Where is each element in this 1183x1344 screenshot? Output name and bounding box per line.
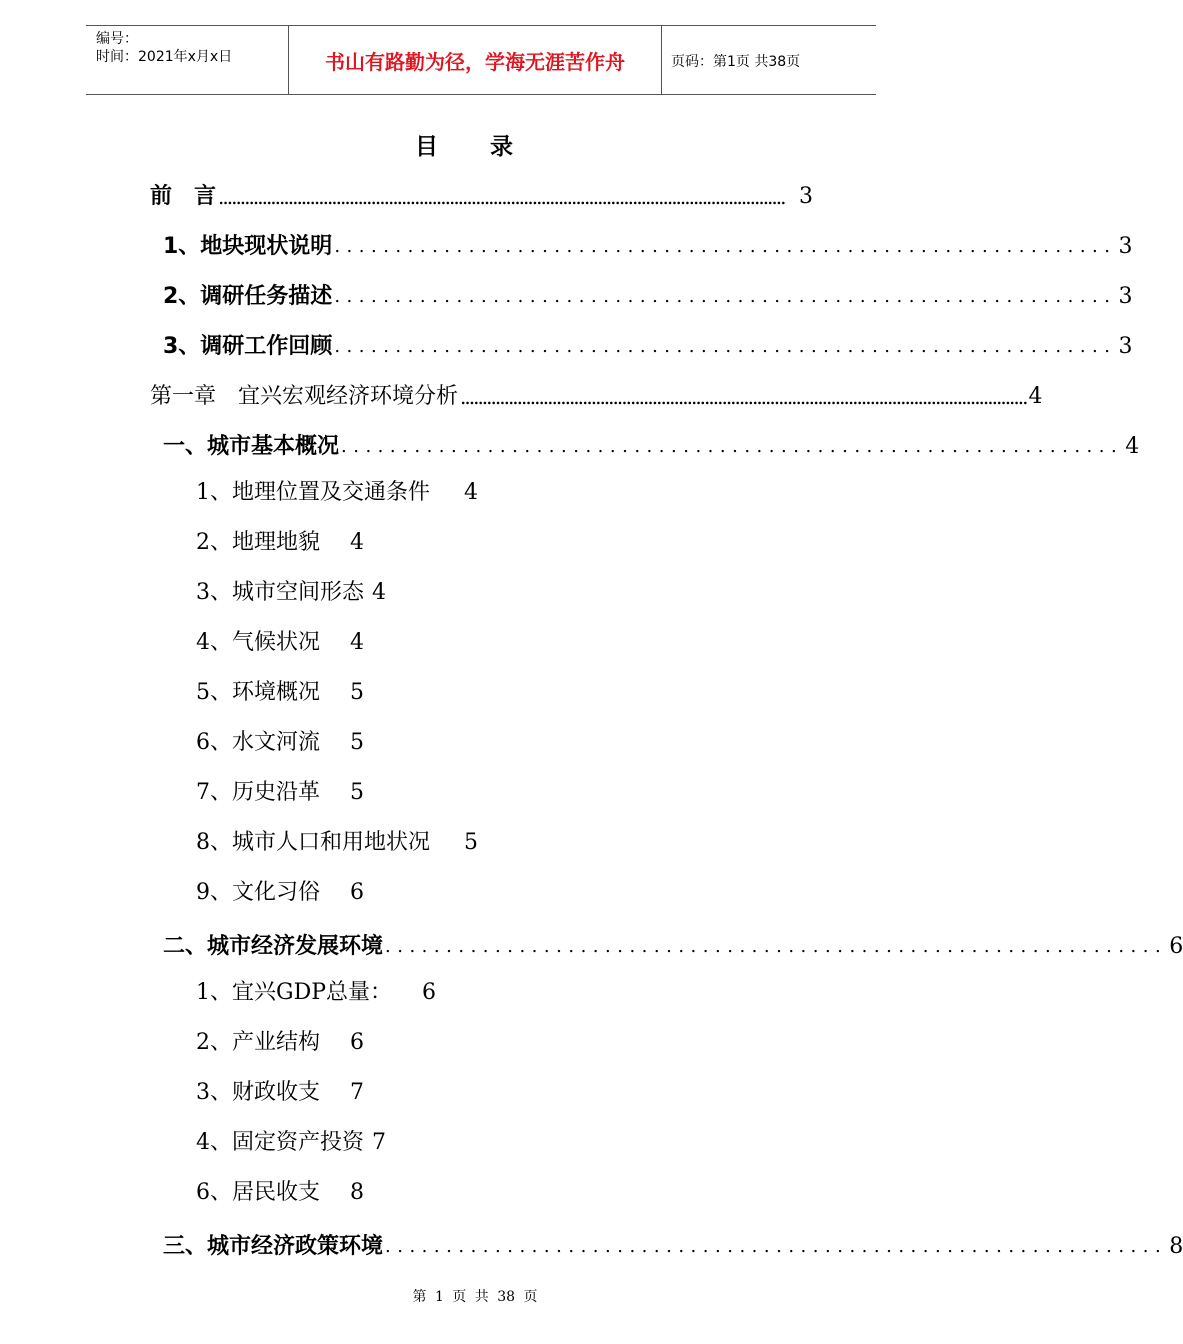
toc-entry-page: 3 bbox=[1118, 234, 1133, 259]
toc-entry-title: 4、固定资产投资 bbox=[196, 1130, 364, 1155]
toc-entry-page: 4 bbox=[372, 580, 386, 605]
toc-entry-page: 3 bbox=[1118, 284, 1133, 309]
toc-entry-title: 1、宜兴GDP总量： bbox=[196, 980, 393, 1005]
toc-entry-page: 5 bbox=[350, 780, 364, 805]
toc-entry-title: 3、调研工作回顾 bbox=[163, 334, 333, 359]
toc-subentry[interactable] bbox=[196, 528, 364, 562]
toc-subentry[interactable] bbox=[196, 1128, 386, 1162]
toc-entry-page: 6 bbox=[350, 880, 364, 905]
toc-entry-page: 6 bbox=[1169, 934, 1183, 959]
toc-entry-title: 第一章 宜兴宏观经济环境分析 bbox=[150, 384, 459, 409]
toc-entry-title: 7、历史沿革 bbox=[196, 780, 320, 805]
toc-leader-dots: ................................................................ bbox=[385, 936, 1168, 957]
toc-leader-dots: ................................................................ bbox=[334, 286, 1117, 307]
toc-subentry[interactable] bbox=[196, 678, 364, 712]
toc-subentry[interactable] bbox=[196, 478, 478, 512]
toc-entry-title: 三、城市经济政策环境 bbox=[163, 1234, 384, 1259]
toc-subentry[interactable] bbox=[196, 628, 364, 662]
page-header bbox=[86, 25, 876, 95]
toc-entry-title: 前 言 bbox=[150, 184, 217, 209]
header-page-cell bbox=[661, 26, 876, 94]
toc-entry[interactable] bbox=[163, 428, 1140, 462]
header-motto: 书山有路勤为径，学海无涯苦作舟 bbox=[325, 50, 625, 74]
toc-entry[interactable] bbox=[150, 378, 1043, 412]
toc-subentry[interactable] bbox=[196, 778, 364, 812]
toc-subentry[interactable] bbox=[196, 828, 478, 862]
toc-entry-page: 4 bbox=[350, 630, 364, 655]
toc-entry-title: 5、环境概况 bbox=[196, 680, 320, 705]
toc-entry-page: 6 bbox=[422, 980, 437, 1005]
toc-leader-dots: ................................................................ bbox=[385, 1236, 1168, 1257]
toc-leader-dots: .................................................................................................................................. bbox=[218, 185, 785, 209]
toc-subentry[interactable] bbox=[196, 978, 436, 1012]
toc-entry-page: 5 bbox=[350, 680, 364, 705]
toc-entry-page: 3 bbox=[1118, 334, 1133, 359]
toc-title: 目 录 bbox=[414, 133, 535, 160]
toc-entry-title: 4、气候状况 bbox=[196, 630, 320, 655]
toc-entry-title: 9、文化习俗 bbox=[196, 880, 320, 905]
toc-subentry[interactable] bbox=[196, 878, 364, 912]
toc-subentry[interactable] bbox=[196, 578, 386, 612]
toc-entry-title: 1、地块现状说明 bbox=[163, 234, 333, 259]
toc-entry-page: 5 bbox=[350, 730, 364, 755]
toc-entry-page: 8 bbox=[350, 1180, 364, 1205]
toc-entry-page: 5 bbox=[464, 830, 478, 855]
toc-entry[interactable] bbox=[163, 228, 1133, 262]
toc-entry-title: 2、产业结构 bbox=[196, 1030, 320, 1055]
toc-leader-dots: ................................................................ bbox=[334, 336, 1117, 357]
page-footer: 第 1 页 共 38 页 bbox=[412, 1289, 538, 1305]
toc-entry-page: 4 bbox=[1028, 384, 1043, 409]
document-number-label: 编号： bbox=[96, 31, 138, 47]
header-info-cell bbox=[86, 26, 288, 94]
toc-entry-title: 二、城市经济发展环境 bbox=[163, 934, 384, 959]
toc-entry-title: 2、调研任务描述 bbox=[163, 284, 333, 309]
toc-entry[interactable] bbox=[150, 178, 813, 212]
toc-entry-page: 4 bbox=[350, 530, 364, 555]
toc-entry-page: 7 bbox=[372, 1130, 386, 1155]
toc-entry-title: 6、水文河流 bbox=[196, 730, 320, 755]
toc-entry-title: 8、城市人口和用地状况 bbox=[196, 830, 430, 855]
toc-entry-title: 3、城市空间形态 bbox=[196, 580, 364, 605]
toc-entry-page: 4 bbox=[464, 480, 478, 505]
toc-leader-dots: ................................................................ bbox=[334, 236, 1117, 257]
toc-entry-title: 3、财政收支 bbox=[196, 1080, 320, 1105]
toc-entry-page: 3 bbox=[799, 184, 813, 209]
toc-entry[interactable] bbox=[163, 928, 1183, 962]
toc-entry[interactable] bbox=[163, 278, 1133, 312]
toc-leader-dots: .................................................................................................................................. bbox=[460, 385, 1027, 409]
document-time-label: 时间：2021年x月x日 bbox=[96, 49, 233, 65]
toc-subentry[interactable] bbox=[196, 1078, 364, 1112]
toc-entry[interactable] bbox=[163, 328, 1133, 362]
toc-entry-page: 8 bbox=[1169, 1234, 1183, 1259]
toc-entry-title: 6、居民收支 bbox=[196, 1180, 320, 1205]
header-motto-cell bbox=[288, 26, 662, 94]
header-page-number: 页码：第1页 共38页 bbox=[671, 54, 801, 70]
toc-entry-title: 1、地理位置及交通条件 bbox=[196, 480, 430, 505]
toc-subentry[interactable] bbox=[196, 1028, 364, 1062]
toc-entry-page: 6 bbox=[350, 1030, 364, 1055]
toc-subentry[interactable] bbox=[196, 728, 364, 762]
toc-subentry[interactable] bbox=[196, 1178, 364, 1212]
toc-entry-title: 2、地理地貌 bbox=[196, 530, 320, 555]
toc-entry-title: 一、城市基本概况 bbox=[163, 434, 340, 459]
toc-entry-page: 7 bbox=[350, 1080, 364, 1105]
toc-leader-dots: ................................................................ bbox=[341, 436, 1124, 457]
toc-entry[interactable] bbox=[163, 1228, 1183, 1262]
toc-entry-page: 4 bbox=[1125, 434, 1140, 459]
